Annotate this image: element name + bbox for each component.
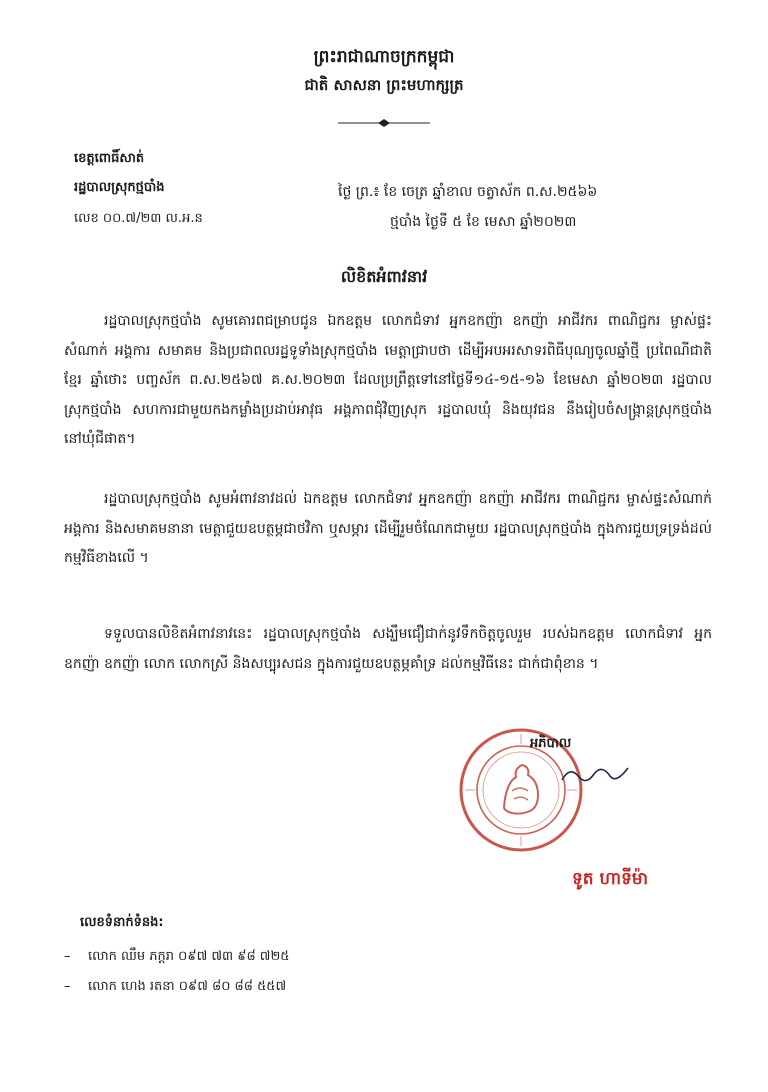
contact-label: លេខទំនាក់ទំនង:: [80, 915, 164, 930]
body-paragraph-1: រដ្ឋបាលស្រុកថ្មបាំង សូមគោរពជម្រាបជូន ឯកឧត្តម លោកជំទាវ អ្នកឧកញ៉ា ឧកញ៉ា អាជីវករ ពាណិជ្ជករ ម្ចាស់ផ្ទះសំណាក់ អង្គការ សមាគម និងប្រជាពលរដ្ឋទូទាំងស្រុកថ្មបាំង មេត្តាជ្រាបថា ដើម្បីអបអរសាទរពិធីបុណ្យចូលឆ្នាំថ្មី ប្រពៃណីជាតិខ្មែរ ឆ្នាំថោះ បញ្ចស័ក ព.ស.២៥៦៧ គ.ស.២០២៣ ដែលប្រព្រឹត្តទៅនៅថ្ងៃទី១៤-១៥-១៦ ខែមេសា ឆ្នាំ២០២៣ រដ្ឋបាលស្រុកថ្មបាំង សហការជាមួយកងកម្លាំងប្រដាប់អាវុធ អង្គភាពជុំវិញស្រុក រដ្ឋបាលឃុំ និងយុវជន នឹងរៀបចំសង្ក្រាន្តស្រុកថ្មបាំង នៅឃុំជីផាត។: [64, 313, 712, 448]
contact-text: លោក ឈឹម ភក្តរា ០៩៧ ៧៣ ៩៨ ៧២៥: [88, 949, 290, 964]
reference-number: លេខ ០០.៧/២៣ ល.អ.ន: [74, 211, 203, 226]
signatory-title: អភិបាល: [530, 736, 572, 751]
contact-text: លោក ហេង រតនា ០៩៧ ៨០ ៨៨ ៥៥៧: [88, 979, 287, 994]
list-bullet: –: [64, 979, 71, 994]
signatory-name: ទូត ហាទីម៉ា: [572, 869, 649, 889]
contact-item: [64, 978, 286, 997]
lunar-date: ថ្ងៃ ព្រ.៖ ខែ ចេត្រ ឆ្នាំខាល ចត្វាស័ក ព.ស.២៥៦៦: [338, 184, 598, 200]
handwritten-signature: [560, 762, 630, 786]
solar-date: ថ្មបាំង ថ្ងៃទី ៥ ខែ មេសា ឆ្នាំ២០២៣: [390, 214, 577, 230]
issuer-district: រដ្ឋបាលស្រុកថ្មបាំង: [74, 180, 165, 195]
document-title: លិខិតអំពាវនាវ: [340, 267, 428, 286]
national-motto: ជាតិ សាសនា ព្រះមហាក្សត្រ: [304, 76, 464, 94]
list-bullet: –: [64, 949, 71, 964]
kingdom-header: ព្រះរាជាណាចក្រកម្ពុជា: [313, 47, 455, 67]
body-paragraph-3: ទទួលបានលិខិតអំពាវនាវនេះ រដ្ឋបាលស្រុកថ្មបាំង សង្ឃឹមជឿជាក់នូវទឹកចិត្តចូលរួម របស់ឯកឧត្តម លោកជំទាវ អ្នកឧកញ៉ា ឧកញ៉ា លោក លោកស្រី និងសប្បុរសជន ក្នុងការជួយឧបត្ថម្ភគាំទ្រ ដល់កម្មវិធីនេះ ជាក់ជាពុំខាន ។: [64, 626, 712, 672]
header-ornament-divider: [338, 118, 430, 128]
body-paragraph-2: រដ្ឋបាលស្រុកថ្មបាំង សូមអំពាវនាវដល់ ឯកឧត្តម លោកជំទាវ អ្នកឧកញ៉ា ឧកញ៉ា អាជីវករ ពាណិជ្ជករ ម្ចាស់ផ្ទះសំណាក់ អង្គការ និងសមាគមនានា មេត្តាជួយឧបត្ថម្ភជាថវិកា ឬសម្ភារ ដើម្បីរួមចំណែកជាមួយ រដ្ឋបាលស្រុកថ្មបាំង ក្នុងការជួយទ្រទ្រង់ដល់កម្មវិធីខាងលើ ។: [64, 491, 712, 567]
contact-item: [64, 948, 290, 967]
issuer-province: ខេត្តពោធិ៍សាត់: [74, 151, 145, 166]
